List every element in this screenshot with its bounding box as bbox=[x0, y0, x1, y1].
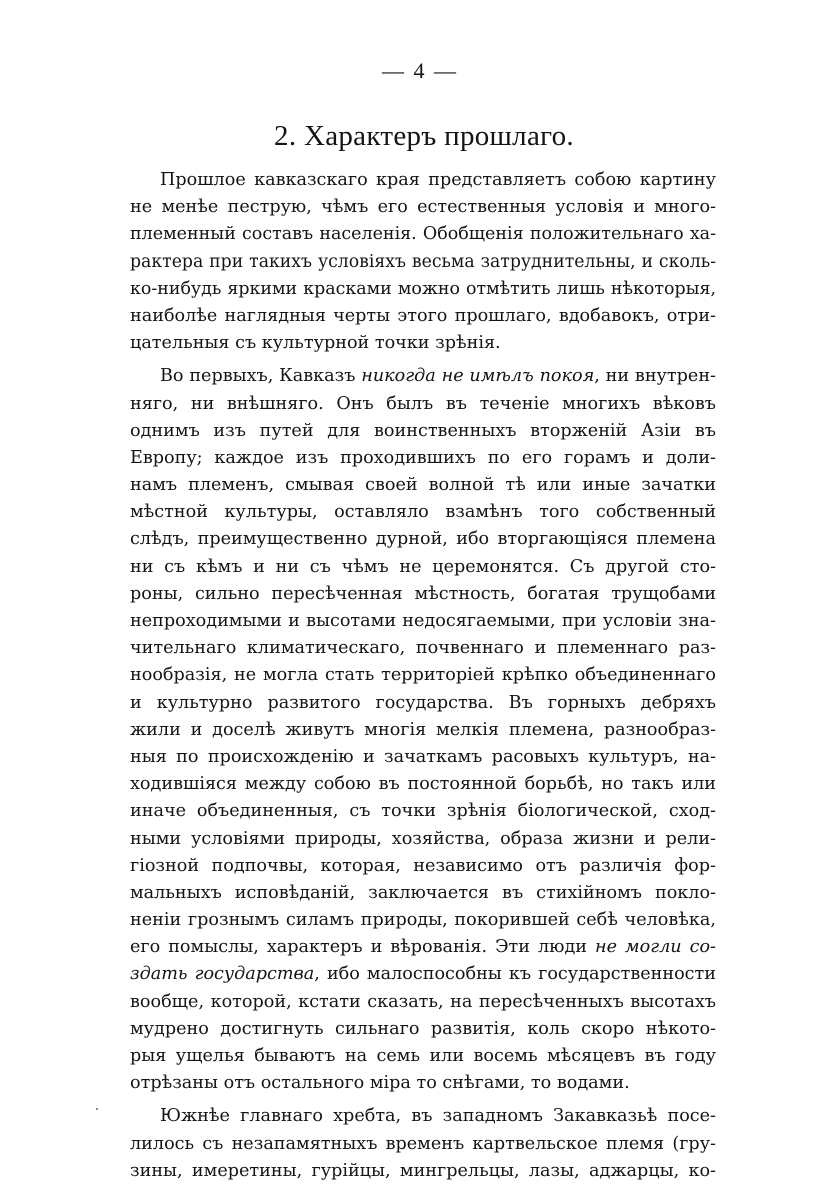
text-line: Европу; каждое изъ проходившихъ по его горамъ и доли- bbox=[130, 447, 716, 468]
text-line: слѣдъ, преимущественно дурной, ибо вторгающіяся племена bbox=[130, 529, 716, 550]
text-line: отрѣзаны отъ остального міра то снѣгами, то водами. bbox=[130, 1073, 630, 1094]
text-line: Южнѣе главнаго хребта, въ западномъ Закавказьѣ посе- bbox=[160, 1106, 716, 1127]
text-line: ходившіяся между собою въ постоянной борьбѣ, но такъ или bbox=[130, 774, 716, 795]
text-line: нообразія, не могла стать территоріей крѣпко объединеннаго bbox=[130, 665, 716, 686]
text-line: роны, сильно пересѣченная мѣстность, богатая трущобами bbox=[130, 583, 716, 604]
page-number: — 4 — bbox=[382, 58, 458, 83]
text-line bbox=[130, 934, 716, 961]
text-line: мудрено достигнуть сильнаго развитія, коль скоро нѣкото- bbox=[130, 1018, 716, 1039]
text-line: рыя ущелья бываютъ на семь или восемь мѣсяцевъ въ году bbox=[130, 1046, 716, 1066]
text-line: лилось съ незапамятныхъ временъ картвельское племя (гру- bbox=[130, 1133, 716, 1154]
text-line: гіозной подпочвы, которая, независимо отъ различія фор- bbox=[130, 855, 716, 876]
text-line: ными условіями природы, хозяйства, образа жизни и рели- bbox=[130, 828, 716, 849]
text-line: вообще, которой, кстати сказать, на пересѣченныхъ высотахъ bbox=[130, 991, 716, 1012]
text-line: наиболѣе наглядныя черты этого прошлаго, вдобавокъ, отри- bbox=[130, 305, 716, 326]
text-line: ко-нибудь яркими красками можно отмѣтить лишь нѣкоторыя, bbox=[130, 278, 716, 299]
text-line: намъ племенъ, смывая своей волной тѣ или иные зачатки bbox=[130, 475, 716, 496]
paragraph-1 bbox=[130, 167, 716, 357]
text-line: однимъ изъ путей для воинственныхъ вторженій Азіи въ bbox=[130, 420, 716, 441]
italic-emphasis: здать государства bbox=[130, 964, 315, 985]
text-line: зины, имеретины, гурійцы, мингрельцы, лазы, аджарцы, ко- bbox=[130, 1160, 716, 1181]
text-line: мѣстной культуры, оставляло взамѣнъ того собственный bbox=[130, 502, 716, 523]
text-line: ни съ кѣмъ и ни съ чѣмъ не церемонятся. Съ другой сто- bbox=[130, 556, 716, 577]
text-line: иначе объединенныя, съ точки зрѣнія біологической, сход- bbox=[130, 801, 716, 822]
text-run: его помыслы, характеръ и вѣрованія. Эти люди bbox=[130, 937, 596, 958]
text-line: жили и доселѣ живутъ многія мелкія племена, разнообраз- bbox=[130, 719, 716, 740]
text-line bbox=[130, 363, 716, 390]
text-line: не менѣе пеструю, чѣмъ его естественныя условія и много- bbox=[130, 197, 716, 218]
italic-emphasis: никогда не имѣлъ покоя bbox=[361, 366, 595, 387]
text-run: , ибо малоспособны къ государственности bbox=[314, 964, 716, 985]
paragraph-2 bbox=[130, 363, 716, 1097]
text-line: Прошлое кавказскаго края представляетъ собою картину bbox=[160, 170, 716, 190]
text-line: ныя по происхожденію и зачаткамъ расовыхъ культуръ, на- bbox=[130, 746, 716, 767]
text-line: племенный составъ населенія. Обобщенія положительнаго ха- bbox=[130, 224, 716, 245]
text-run: Во первыхъ, Кавказъ bbox=[160, 366, 362, 387]
paragraph-3 bbox=[130, 1103, 716, 1185]
text-body bbox=[130, 167, 716, 1185]
text-line: чительнаго климатическаго, почвеннаго и племеннаго раз- bbox=[130, 638, 716, 659]
text-line: рактера при такихъ условіяхъ весьма затруднительны, и сколь- bbox=[130, 251, 716, 272]
text-run: , ни внутрен- bbox=[594, 366, 716, 387]
text-line: няго, ни внѣшняго. Онъ былъ въ теченіе многихъ вѣковъ bbox=[130, 393, 716, 414]
text-line bbox=[130, 961, 716, 988]
text-line: непроходимыми и высотами недосягаемыми, при условіи зна- bbox=[130, 611, 716, 631]
paper-speck bbox=[96, 1108, 98, 1110]
text-line: мальныхъ исповѣданій, заключается въ стихійномъ покло- bbox=[130, 882, 716, 903]
text-line: цательныя съ культурной точки зрѣнія. bbox=[130, 333, 501, 354]
text-line: неніи грознымъ силамъ природы, покорившей себѣ человѣка, bbox=[130, 910, 716, 931]
italic-emphasis: не могли со- bbox=[595, 937, 716, 958]
text-line: и культурно развитого государства. Въ горныхъ дебряхъ bbox=[130, 692, 716, 713]
section-title: 2. Характеръ прошлаго. bbox=[274, 120, 574, 152]
